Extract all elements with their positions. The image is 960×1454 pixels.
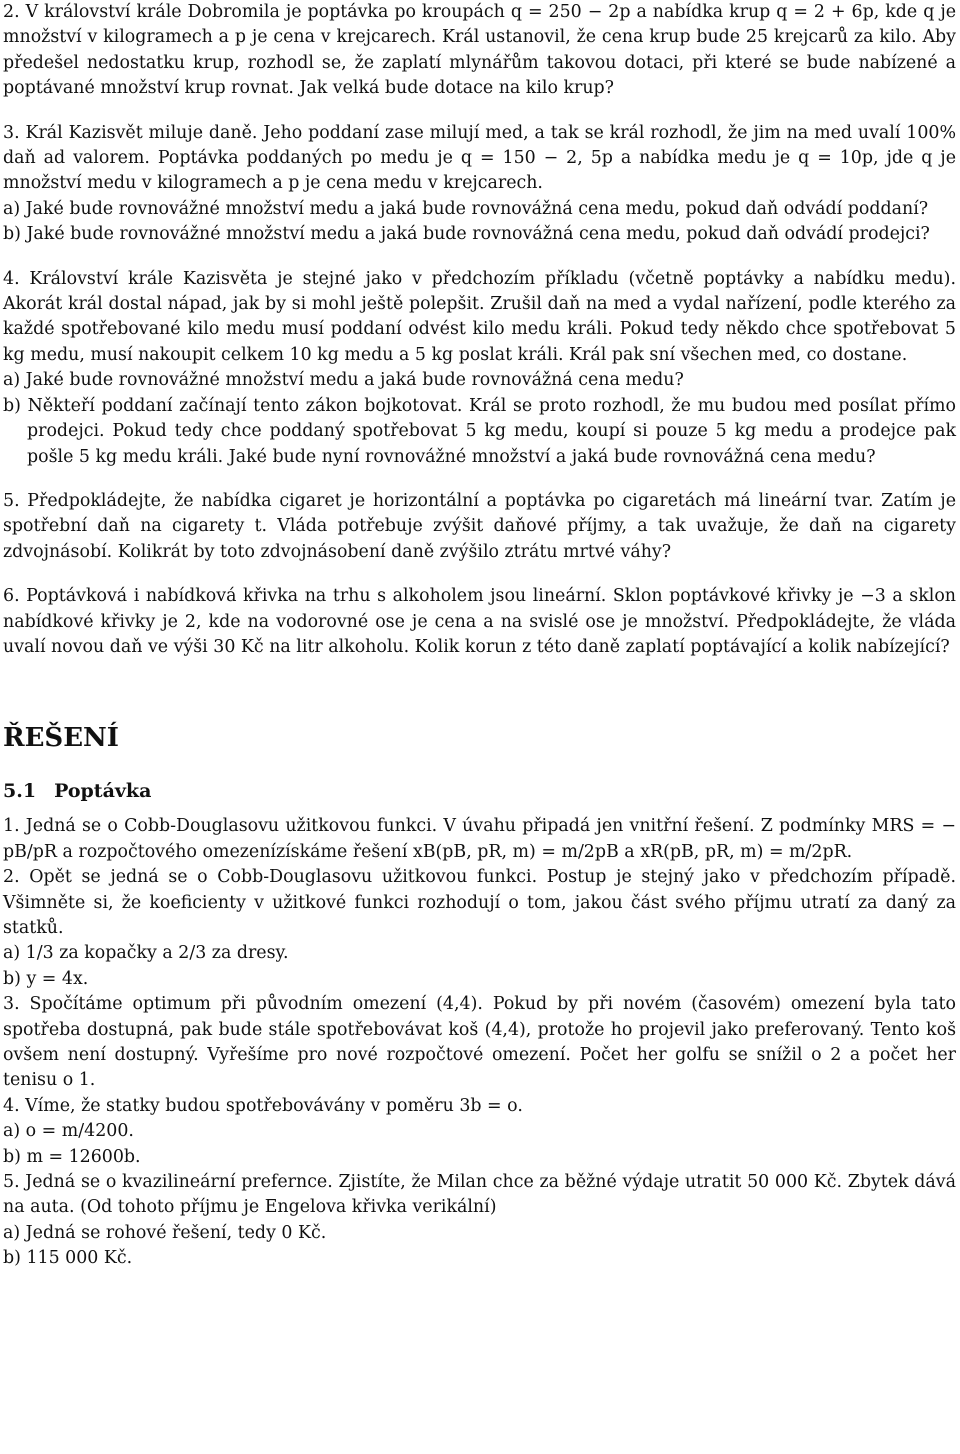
solution-4-a: a) o = m/4200. xyxy=(3,1121,134,1142)
solution-4: 4. Víme, že statky budou spotřebovávány v poměru 3b = o. xyxy=(3,1095,523,1116)
solution-3: 3. Spočítáme optimum při původním omezení (4,4). Pokud by při novém (časovém) omezení byla tato spotřeba dostupná, pak bude stále spotřebovávat koš (4,4), protože ho projevil jako preferovaný. Tento koš ovšem není dostupný. Vyřešíme pro nové rozpočtové omezení. Počet her golfu se snížil o 2 a počet her tenisu o 1. xyxy=(3,994,956,1091)
subsection-number: 5.1 xyxy=(3,780,37,803)
problem-3-part-b: b) Jaké bude rovnovážné množství medu a jaká bude rovnovážná cena medu, pokud daň odvádí prodejci? xyxy=(3,224,930,245)
problem-2 xyxy=(3,0,956,102)
problem-6 xyxy=(3,584,956,660)
problem-6-text: 6. Poptávková i nabídková křivka na trhu s alkoholem jsou lineární. Sklon poptávkové křivky je −3 a sklon nabídkové křivky je 2, kde na vodorovné ose je cena a na svislé ose je množství. Předpokládejte, že vláda uvalí novou daň ve výši 30 Kč na litr alkoholu. Kolik korun z této daně zaplatí poptávající a kolik nabízející? xyxy=(3,586,956,657)
problem-4 xyxy=(3,267,956,470)
solution-5-b: b) 115 000 Kč. xyxy=(3,1248,133,1269)
subsection-heading xyxy=(3,778,956,804)
problem-4-part-a: a) Jaké bude rovnovážné množství medu a jaká bude rovnovážná cena medu? xyxy=(3,370,684,391)
problem-3 xyxy=(3,121,956,248)
solution-4-b: b) m = 12600b. xyxy=(3,1146,141,1167)
subsection-title: Poptávka xyxy=(54,780,152,803)
solution-2: 2. Opět se jedná se o Cobb-Douglasovu užitkovou funkci. Postup je stejný jako v předchozím případě. Všimněte si, že koeficienty v užitkové funkci rozhodují o tom, jakou část svého příjmu utratí za daný za statků. xyxy=(3,867,956,938)
problem-5-text: 5. Předpokládejte, že nabídka cigaret je horizontální a poptávka po cigaretách má lineární tvar. Zatím je spotřební daň na cigarety t. Vláda potřebuje zvýšit daňové příjmy, a tak uvažuje, že daň na cigarety zdvojnásobí. Kolikrát by toto zdvojnásobení daně zvýšilo ztrátu mrtvé váhy? xyxy=(3,490,956,562)
solution-2-a: a) 1/3 za kopačky a 2/3 za dresy. xyxy=(3,943,289,964)
solutions-list xyxy=(3,814,956,1271)
problem-4-intro: 4. Království krále Kazisvěta je stejné jako v předchozím příkladu (včetně poptávky a nabídku medu). Akorát král dostal nápad, jak by si mohl ještě polepšit. Zrušil daň na med a vydal nařízení, podle kterého za každé spotřebované kilo medu musí poddaní odvést kilo medu králi. Pokud tedy někdo chce spotřebovat 5 kg medu, musí nakoupit celkem 10 kg medu a 5 kg poslat králi. Král pak sní všechen med, co dostane. xyxy=(3,268,956,365)
problem-5 xyxy=(3,489,956,565)
solution-5-a: a) Jedná se rohové řešení, tedy 0 Kč. xyxy=(3,1222,327,1243)
problem-4-part-b: b) Někteří poddaní začínají tento zákon bojkotovat. Král se proto rozhodl, že mu budou med posílat přímo prodejci. Pokud tedy chce poddaný spotřebovat 5 kg medu, koupí si pouze 5 kg medu a prodejce pak pošle 5 kg medu králi. Jaké bude nyní rovnovážné množství a jaká bude rovnovážná cena medu? xyxy=(3,395,956,467)
problem-3-intro: 3. Král Kazisvět miluje daně. Jeho poddaní zase milují med, a tak se král rozhodl, že jim na med uvalí 100% daň ad valorem. Poptávka poddaných po medu je q = 150 − 2, 5p a nabídka medu je q = 10p, jde q je množství medu v kilogramech a p je cena medu v krejcarech. xyxy=(3,122,956,194)
solutions-heading: ŘEŠENÍ xyxy=(3,723,119,754)
solution-1: 1. Jedná se o Cobb-Douglasovu užitkovou funkci. V úvahu připadá jen vnitřní řešení. Z podmínky MRS = − pB/pR a rozpočtového omezenízískáme řešení xB(pB, pR, m) = m/2pB a xR(pB, pR, m) = m/2pR. xyxy=(3,816,956,862)
problem-3-part-a: a) Jaké bude rovnovážné množství medu a jaká bude rovnovážná cena medu, pokud daň odvádí poddaní? xyxy=(3,198,929,219)
problem-2-text: 2. V království krále Dobromila je poptávka po kroupách q = 250 − 2p a nabídka krup q = 2 + 6p, kde q je množství v kilogramech a p je cena v krejcarech. Král ustanovil, že cena krup bude 25 krejcarů za kilo. Aby předešel nedostatku krup, rozhodl se, že zaplatí mlynářům takovou dotaci, při které se bude nabízené a poptávané množství krup rovnat. Jak velká bude dotace na kilo krup? xyxy=(3,2,956,99)
solution-5: 5. Jedná se o kvazilineární prefernce. Zjistíte, že Milan chce za běžné výdaje utratit 50 000 Kč. Zbytek dává na auta. (Od tohoto příjmu je Engelova křivka verikální) xyxy=(3,1172,956,1218)
solution-2-b: b) y = 4x. xyxy=(3,968,89,989)
